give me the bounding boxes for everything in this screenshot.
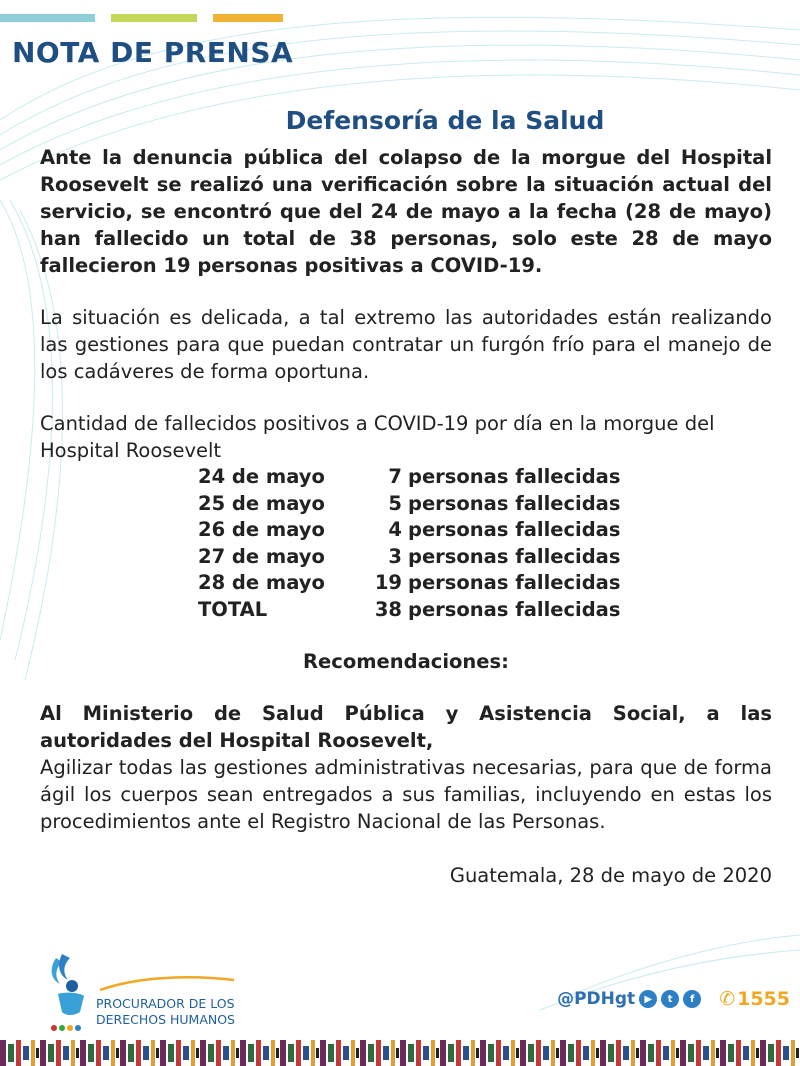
phone-number: 1555 [737,988,790,1010]
row-date: 27 de mayo [198,544,325,568]
document-body [40,104,772,889]
row-label: personas fallecidas [408,571,621,594]
phone-icon: ✆ [719,988,736,1010]
place-date: Guatemala, 28 de mayo de 2020 [449,864,772,887]
row-label: personas fallecidas [408,518,621,541]
row-date: 25 de mayo [198,491,325,515]
document-subtitle: Defensoría de la Salud [285,106,605,135]
top-color-bars [0,14,283,22]
table-row [198,570,620,597]
logo-line-1: PROCURADOR DE LOS [96,996,235,1011]
textile-strip [0,1040,800,1066]
row-date: 26 de mayo [198,518,325,541]
facebook-icon[interactable]: f [683,990,701,1008]
row-count: 3 [388,544,402,568]
table-row [198,491,620,518]
logo-text [96,996,235,1028]
table-intro: Cantidad de fallecidos positivos a COVID-19 por día en la morgue del Hospital Roosevelt [40,412,715,462]
row-count: 5 [388,491,402,515]
phone-contact[interactable] [719,988,790,1010]
table-row-total [198,597,620,624]
logo-line-2: DERECHOS HUMANOS [96,1012,235,1027]
paragraph-situacion: La situación es delicada, a tal extremo las autoridades están realizando las gestiones para que puedan contratar un furgón frío para el manejo de los cadáveres de forma oportuna. [40,306,772,383]
row-count: 7 [388,465,402,488]
social-bar [557,988,790,1010]
table-row [198,464,620,491]
deaths-table [198,464,620,623]
table-row [198,544,620,571]
table-row [198,517,620,544]
page-title: NOTA DE PRENSA [12,36,294,69]
paragraph-denuncia: Ante la denuncia pública del colapso de la morgue del Hospital Roosevelt se realizó una verificación sobre la situación actual del servicio, se encontró que del 24 de mayo a la fecha (28 de mayo) han fallecido un total de 38 personas, solo este 28 de mayo fallecieron 19 personas positivas a COVID-19. [40,146,772,277]
social-handle[interactable]: @PDHgt [557,989,636,1009]
row-count: 4 [388,518,402,541]
row-date: 24 de mayo [198,465,325,488]
recommendation-text: Agilizar todas las gestiones administrativas necesarias, para que de forma ágil los cuerpos sean entregados a sus familias, incluyendo en estas los procedimientos ante el Registro Nacional de las Personas. [40,756,772,833]
row-date: 28 de mayo [198,571,325,594]
twitter-icon[interactable]: t [661,990,679,1008]
row-label: personas fallecidas [408,544,621,568]
row-label: personas fallecidas [408,597,621,621]
recipient: Al Ministerio de Salud Pública y Asistencia Social, a las autoridades del Hospital Roosevelt, [40,702,772,752]
row-label: personas fallecidas [408,465,621,488]
row-count: 19 [374,571,402,594]
youtube-icon[interactable]: ▶ [639,990,657,1008]
row-date: TOTAL [198,597,268,621]
row-count: 38 [374,597,402,621]
row-label: personas fallecidas [408,491,621,515]
recommendations-heading: Recomendaciones: [303,650,509,673]
